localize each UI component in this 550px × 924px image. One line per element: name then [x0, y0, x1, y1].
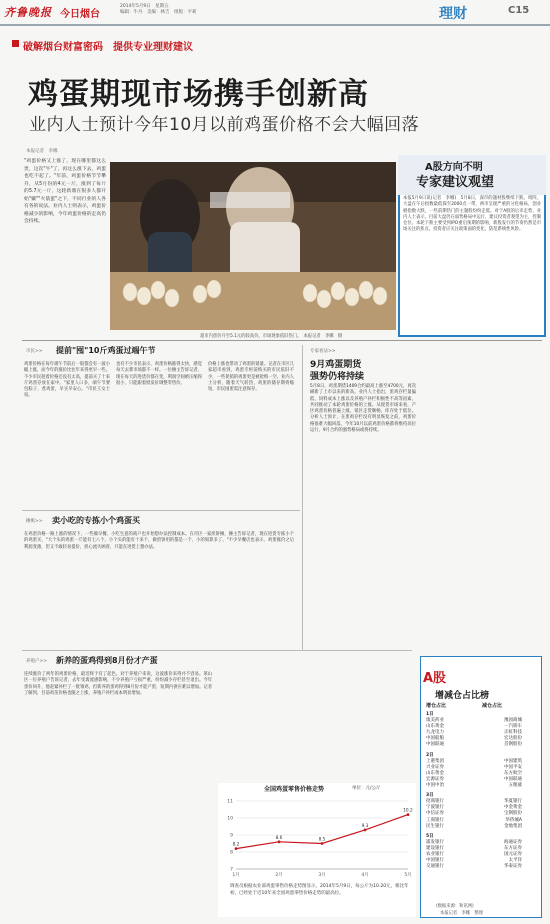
increase-stock: 中国中冶 — [426, 783, 444, 789]
increase-stock: 兴业证券 — [426, 764, 444, 770]
x-tick-label: 5月 — [404, 873, 412, 878]
increase-stock: 招商银行 — [426, 799, 444, 805]
increase-stock: 中信证券 — [426, 811, 444, 817]
side-kicker: A股方向不明 — [425, 162, 483, 173]
increase-stock: 工商银行 — [426, 817, 444, 823]
a-share-day: 3日 — [426, 793, 434, 799]
column-divider — [302, 345, 303, 650]
increase-stock: 康美药业 — [426, 718, 444, 724]
a-share-day: 5日 — [426, 833, 434, 839]
y-tick-label: 10 — [227, 816, 233, 822]
paper-logo: 齐鲁晚报 — [4, 6, 52, 19]
data-label: 8.2 — [232, 842, 240, 848]
s4-body: 连续涨价了两年的鸡蛋价格，最近终于有了起色。对于养殖户来说，这波涨价来得并不容易。莱山区一位养殖户告诉记者，去年受禽流感影响，不少养殖户亏损严重，纷纷减少存栏甚至退出。今年蛋价回升，他赶紧补栏了一批雏鸡，但新养的蛋鸡得到8月份才能产蛋，短期内供应难以增加。记者了解到，目前鸡苗价格也随之上涨，养殖户补栏成本明显增加。 — [24, 672, 212, 696]
edition-name: 今日烟台 — [60, 9, 100, 20]
increase-stock: 上港集团 — [426, 758, 444, 764]
s2-title2: 强势仍将持续 — [310, 372, 365, 382]
a-share-list — [426, 712, 538, 874]
decrease-stock: 金地集团 — [504, 823, 522, 829]
chart-unit: 单位：元/公斤 — [352, 786, 381, 791]
side-title: 专家建议观望 — [416, 175, 495, 190]
section-title: 理财 — [439, 6, 467, 22]
decrease-stock: 中国联通 — [504, 776, 522, 782]
dateline — [120, 4, 197, 16]
y-tick-label: 9 — [230, 833, 233, 839]
page-number: C15 — [508, 5, 530, 16]
increase-stock: 山东黄金 — [426, 724, 444, 730]
section-rule — [22, 340, 542, 341]
data-label: 9.3 — [361, 823, 369, 829]
decrease-stock: 五粮液 — [508, 783, 522, 789]
s4-title: 新养的蛋鸡得到8月份才产蛋 — [56, 656, 158, 665]
col-right-header: 减仓占比 — [482, 703, 503, 709]
s2-body: 5月8日，鸡蛋期货1409合约最高上涨至4700元，再次刷新了上市以来的新高。业内人士指出，蛋鸡存栏量偏低、饲料成本上涨以及养殖户补栏积极性不高等因素，共同推动了本轮鸡蛋价格的上涨。从现货市场来看，产区鸡蛋价格普遍上涨，销区走货顺畅，库存处于低位。分析人士预计，在蛋鸡存栏没有明显恢复之前，鸡蛋价格很难大幅回落，今年10月以前鸡蛋价格都将维持高位运行，9月合约的强势格局或将持续。 — [310, 384, 416, 434]
promo-square-icon — [12, 40, 19, 47]
decrease-stock: 宝钢股份 — [504, 811, 522, 817]
increase-stock: 山东黄金 — [426, 770, 444, 776]
a-share-row — [426, 864, 522, 870]
a-share-group — [426, 712, 538, 749]
a-share-group — [426, 834, 538, 871]
decrease-stock: 中国平安 — [504, 764, 522, 770]
data-point — [235, 847, 238, 850]
data-point — [407, 813, 410, 816]
section-rule — [22, 650, 412, 651]
data-label: 10.2 — [403, 808, 413, 814]
a-share-editor: 本报记者 李娜 整理 — [440, 911, 483, 916]
y-tick-label: 11 — [227, 799, 233, 805]
s1-tag: 市民>> — [26, 349, 43, 354]
s1-col3: 价格上涨也带动了鸡蛋的销量。记者在市区几家超市看到，鸡蛋专柜前购买的市民依旧不少，一些促销的鸡蛋更是被抢购一空。业内人士分析，随着天气转热，鸡蛋的储存期将缩短，市民囤蛋需注意保存。 — [208, 362, 294, 393]
data-point — [278, 840, 281, 843]
increase-stock: 九龙电力 — [426, 730, 444, 736]
news-photo — [110, 162, 396, 330]
price-chart-svg — [218, 783, 416, 883]
decrease-stock: 豫园商城 — [504, 718, 522, 724]
a-share-footer: (数据来源：和讯网) — [436, 904, 474, 909]
decrease-stock: 宏达股份 — [504, 736, 522, 742]
y-tick-label: 8 — [230, 850, 233, 856]
s1-col1: 鸡蛋价格在每年端午节前后一般都会有一波小幅上涨，而今年的涨价比往年来得更早一些。不少市民趁着价格还没有太高，提前买了十来斤鸡蛋存放在家中。"家里人口多，端午节要包粽子、煮鸡蛋，早买早安心。"市民王女士说。 — [24, 362, 110, 399]
top-rule — [0, 24, 550, 26]
subheadline: 业内人士预计今年10月以前鸡蛋价格不会大幅回落 — [29, 115, 420, 135]
a-share-row — [426, 742, 522, 748]
a-share-row — [426, 824, 522, 830]
decrease-stock: 正虹科技 — [504, 730, 522, 736]
a-share-day: 2日 — [426, 752, 434, 758]
photo-caption: 超市内蛋价升至5.1元的较高价，市场现象依旧热门。 本报记者 李娜 摄 — [200, 334, 343, 339]
decrease-stock: 华泰证券 — [504, 864, 522, 870]
s3-body: 在鸡蛋价格一路上涨的情况下，一些做早餐、小吃生意的商户也开始想办法控制成本。在市区一家煎饼摊，摊主告诉记者，现在进货专拣小个的鸡蛋买，"大个头的鸡蛋一斤能有七八个，小个头的能有十来个，做煎饼用的都是一个，小的划算多了。"不少早餐店也表示，鸡蛋涨价之后利润变薄，但又不敢轻易提价，担心流失顾客，只能在进货上想办法。 — [24, 532, 294, 550]
lead-paragraph: "鸡蛋价格又上涨了，现在哪里都这么贵，这次"牛"了，再这么涨下去，鸡蛋也吃不起了。"年前，鸡蛋价格节节攀升，从5月份的4元一斤，涨到了每斤的5.7元一斤，这轮新鼎在很多人都开始"嫌""火箭蛋"之下，不同行业的人各有各的说法。业内人士则表示，鸡蛋价格减少的影响，今年鸡蛋价格的走高仍会持续。 — [24, 159, 106, 224]
increase-stock: 中国船舶 — [426, 736, 444, 742]
s3-title: 卖小吃的专拣小个鸡蛋买 — [52, 516, 140, 525]
increase-stock: 交通银行 — [426, 864, 444, 870]
side-body: 本报5月9日讯(记者 李娜) 5月8日，深市的题材股继续下跌。周四，大盘在午后指数最低探至2000点一带，两市呈现严重的分化格局，创业板指数大跌，一些前期热门的主题股纷纷走低。对于A股的后市走势，业内人士表示，目前大盘仍在弱势格局中运行，建议投资者观望为主，控制仓位。本轮下跌主要受到IPO重启预期的影响，新股发行的节奏仍然是市场关注的焦点。投资者应关注政策面的变化，防范系统性风险。 — [403, 196, 541, 233]
decrease-stock: 中金黄金 — [504, 805, 522, 811]
byline: 本报记者 李娜 — [26, 149, 58, 154]
a-share-day: 1日 — [426, 712, 434, 717]
decrease-stock: 国元证券 — [504, 851, 522, 857]
increase-stock: 宏源证券 — [426, 776, 444, 782]
data-point — [321, 842, 324, 845]
chart-caption: 调查员根据农业部鸡蛋零售价格走势图显示，2014年5月9日，每公斤为10.20元，相比年初，已经处于近10年来全国鸡蛋零售价格走势的最高位。 — [230, 884, 409, 896]
decrease-stock: 太平洋 — [508, 858, 522, 864]
decrease-stock: 华侨城A — [505, 817, 522, 823]
decrease-stock: 海通证券 — [504, 839, 522, 845]
col-left-header: 增仓占比 — [426, 703, 447, 709]
increase-stock: 中国银行 — [426, 858, 444, 864]
decrease-stock: 东方航空 — [504, 770, 522, 776]
s3-tag: 摊贩>> — [26, 519, 43, 524]
chart-title: 全国鸡蛋零售价格走势 — [264, 786, 325, 793]
s2-tag: 专家看法>> — [310, 349, 336, 354]
decrease-stock: 中国建筑 — [504, 758, 522, 764]
increase-stock: 浦发银行 — [426, 839, 444, 845]
egg-photo-image — [110, 162, 396, 330]
increase-stock: 中国联通 — [426, 742, 444, 748]
headline: 鸡蛋期现市场携手创新高 — [28, 77, 369, 112]
a-share-group — [426, 793, 538, 830]
decrease-stock: 一汽轿车 — [504, 724, 522, 730]
x-tick-label: 2月 — [275, 873, 283, 878]
data-label: 8.6 — [275, 835, 283, 841]
s4-tag: 养殖户>> — [26, 659, 48, 664]
x-tick-label: 3月 — [318, 873, 326, 878]
data-point — [364, 829, 367, 832]
increase-stock: 农业银行 — [426, 851, 444, 857]
data-label: 8.5 — [318, 837, 326, 843]
a-share-title: A股 — [423, 671, 447, 686]
decrease-stock: 华夏银行 — [504, 799, 522, 805]
s1-col2: 也有不少市民表示，鸡蛋价格涨得太快，感觉每天去菜市场都不一样。一位摊主告诉记者，现在每天的进货价都在变，利润空间被压缩得很小，只能跟着批发价调整零售价。 — [116, 362, 202, 386]
a-share-row — [426, 783, 522, 789]
s2-title: 9月鸡蛋期货 — [310, 360, 362, 370]
a-share-subtitle: 增减仓占比榜 — [435, 691, 490, 701]
x-tick-label: 1月 — [232, 873, 240, 878]
date: 2014年5月9日 星期五 — [120, 4, 169, 9]
section-rule — [22, 510, 300, 511]
x-tick-label: 4月 — [361, 873, 369, 878]
a-share-group — [426, 753, 538, 790]
increase-stock: 宁波银行 — [426, 805, 444, 811]
promo-line: 破解烟台财富密码 提供专业理财建议 — [23, 42, 193, 53]
decrease-stock: 首钢股份 — [504, 742, 522, 748]
editors: 编辑：牛丹 美编：林吉 组版：平莉 — [120, 10, 197, 15]
y-tick-label: 7 — [230, 867, 233, 873]
increase-stock: 建设银行 — [426, 845, 444, 851]
s1-title: 提前"囤"10斤鸡蛋过端午节 — [56, 346, 156, 355]
increase-stock: 民生银行 — [426, 823, 444, 829]
decrease-stock: 东方证券 — [504, 845, 522, 851]
